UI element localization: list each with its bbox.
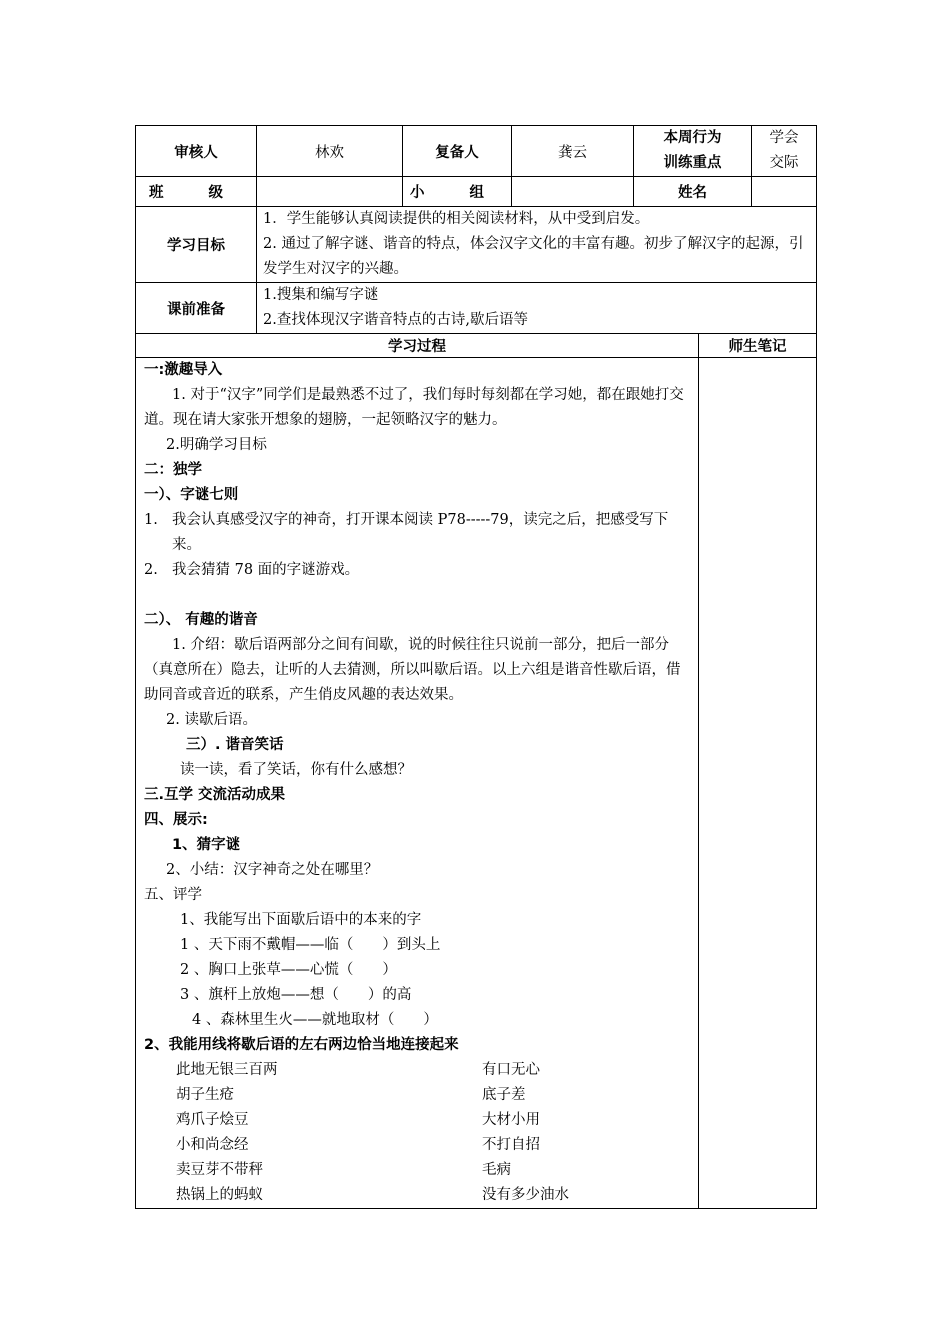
preparation-row — [136, 283, 817, 334]
name-value — [752, 177, 817, 207]
reviewer-value: 林欢 — [257, 126, 403, 177]
preparation-content — [257, 283, 817, 334]
evaluate-item-1: 1、我能写出下面歇后语中的本来的字 — [180, 912, 422, 928]
blank-line — [144, 583, 692, 608]
matching-left: 热锅上的蚂蚁 — [176, 1187, 263, 1203]
section-5-title: 五、评学 — [144, 887, 202, 903]
matching-right: 大材小用 — [482, 1112, 540, 1128]
matching-left: 小和尚念经 — [176, 1137, 249, 1153]
group-label: 小 组 — [403, 177, 512, 207]
preparer-value: 龚云 — [512, 126, 634, 177]
process-header-row — [136, 334, 817, 358]
preparer-label: 复备人 — [403, 126, 512, 177]
fill-blank-4: 4 、森林里生火——就地取材（ ） — [192, 1012, 438, 1028]
jokes-paragraph: 读一读，看了笑话，你有什么感想？ — [180, 762, 412, 778]
objectives-content — [257, 207, 817, 283]
class-label: 班 级 — [136, 177, 257, 207]
name-label: 姓名 — [634, 177, 752, 207]
matching-title: 2、我能用线将歇后语的左右两边恰当地连接起来 — [144, 1037, 459, 1053]
homophone-paragraph-1: 1. 介绍：歇后语两部分之间有间歇，说的时候往往只说前一部分，把后一部分（真意所在）隐去，让听的人去猜测，所以叫歇后语。以上六组是谐音性歇后语，借助同音或音近的联系，产生俏皮风趣的表达效果。 — [144, 637, 681, 703]
section-1-title: 一:激趣导入 — [144, 362, 223, 378]
matching-row — [144, 1183, 692, 1208]
riddles-item-1: 1. 我会认真感受汉字的神奇，打开课本阅读 P78-----79，读完之后，把感受写下来。 — [144, 512, 669, 553]
class-value — [257, 177, 403, 207]
fill-blank-3: 3 、旗杆上放炮——想（ ）的高 — [180, 987, 412, 1003]
riddles-item-2: 2. 我会猜猜 78 面的字谜游戏。 — [144, 562, 360, 578]
section-1-paragraph-2: 2.明确学习目标 — [166, 437, 267, 453]
matching-row — [144, 1083, 692, 1108]
process-content — [136, 358, 699, 1209]
section-4-title: 四、展示: — [144, 812, 208, 828]
matching-right: 没有多少油水 — [482, 1187, 569, 1203]
riddles-title: 一）、字谜七则 — [144, 487, 239, 503]
notes-title: 师生笔记 — [699, 334, 817, 358]
matching-row — [144, 1133, 692, 1158]
homophone-paragraph-2: 2. 读歇后语。 — [166, 712, 257, 728]
class-row — [136, 177, 817, 207]
reviewer-row — [136, 126, 817, 177]
matching-left: 卖豆芽不带秤 — [176, 1162, 263, 1178]
matching-left: 此地无银三百两 — [176, 1062, 278, 1078]
objective-2: 2. 通过了解字谜、谐音的特点，体会汉字文化的丰富有趣。初步了解汉字的起源，引发学生对汉字的兴趣。 — [263, 236, 804, 277]
fill-blank-2: 2 、胸口上张草——心慌（ ） — [180, 962, 397, 978]
matching-left: 胡子生疮 — [176, 1087, 234, 1103]
reviewer-label: 审核人 — [136, 126, 257, 177]
weekly-focus-label: 本周行为 训练重点 — [634, 126, 752, 177]
objectives-label: 学习目标 — [136, 207, 257, 283]
preparation-label: 课前准备 — [136, 283, 257, 334]
homophone-title: 二）、 有趣的谐音 — [144, 612, 258, 628]
preparation-1: 1.搜集和编写字谜 — [263, 287, 379, 303]
process-body-row — [136, 358, 817, 1209]
preparation-2: 2.查找体现汉字谐音特点的古诗,歇后语等 — [263, 312, 528, 328]
matching-row — [144, 1108, 692, 1133]
group-value — [512, 177, 634, 207]
weekly-focus-value: 学会 交际 — [752, 126, 817, 177]
section-1-paragraph-1: 1. 对于“汉字”同学们是最熟悉不过了，我们每时每刻都在学习她，都在跟她打交道。现在请大家张开想象的翅膀，一起领略汉字的魅力。 — [144, 387, 684, 428]
matching-right: 底子差 — [482, 1087, 526, 1103]
matching-left: 鸡爪子烩豆 — [176, 1112, 249, 1128]
matching-right: 有口无心 — [482, 1062, 540, 1078]
matching-row — [144, 1058, 692, 1083]
matching-right: 毛病 — [482, 1162, 511, 1178]
objective-1: 1．学生能够认真阅读提供的相关阅读材料，从中受到启发。 — [263, 211, 650, 227]
section-3-title: 三.互学 交流活动成果 — [144, 787, 286, 803]
objectives-row — [136, 207, 817, 283]
show-item-1: 1、猜字谜 — [172, 837, 241, 853]
lesson-plan-table — [135, 125, 817, 1209]
fill-blank-1: 1 、天下雨不戴帽——临（ ）到头上 — [180, 937, 441, 953]
matching-right: 不打自招 — [482, 1137, 540, 1153]
matching-row — [144, 1158, 692, 1183]
process-title: 学习过程 — [136, 334, 699, 358]
section-2-title: 二：独学 — [144, 462, 202, 478]
show-item-2: 2、小结：汉字神奇之处在哪里？ — [166, 862, 379, 878]
notes-column[interactable] — [699, 358, 817, 1209]
jokes-title: 三）. 谐音笑话 — [186, 737, 284, 753]
